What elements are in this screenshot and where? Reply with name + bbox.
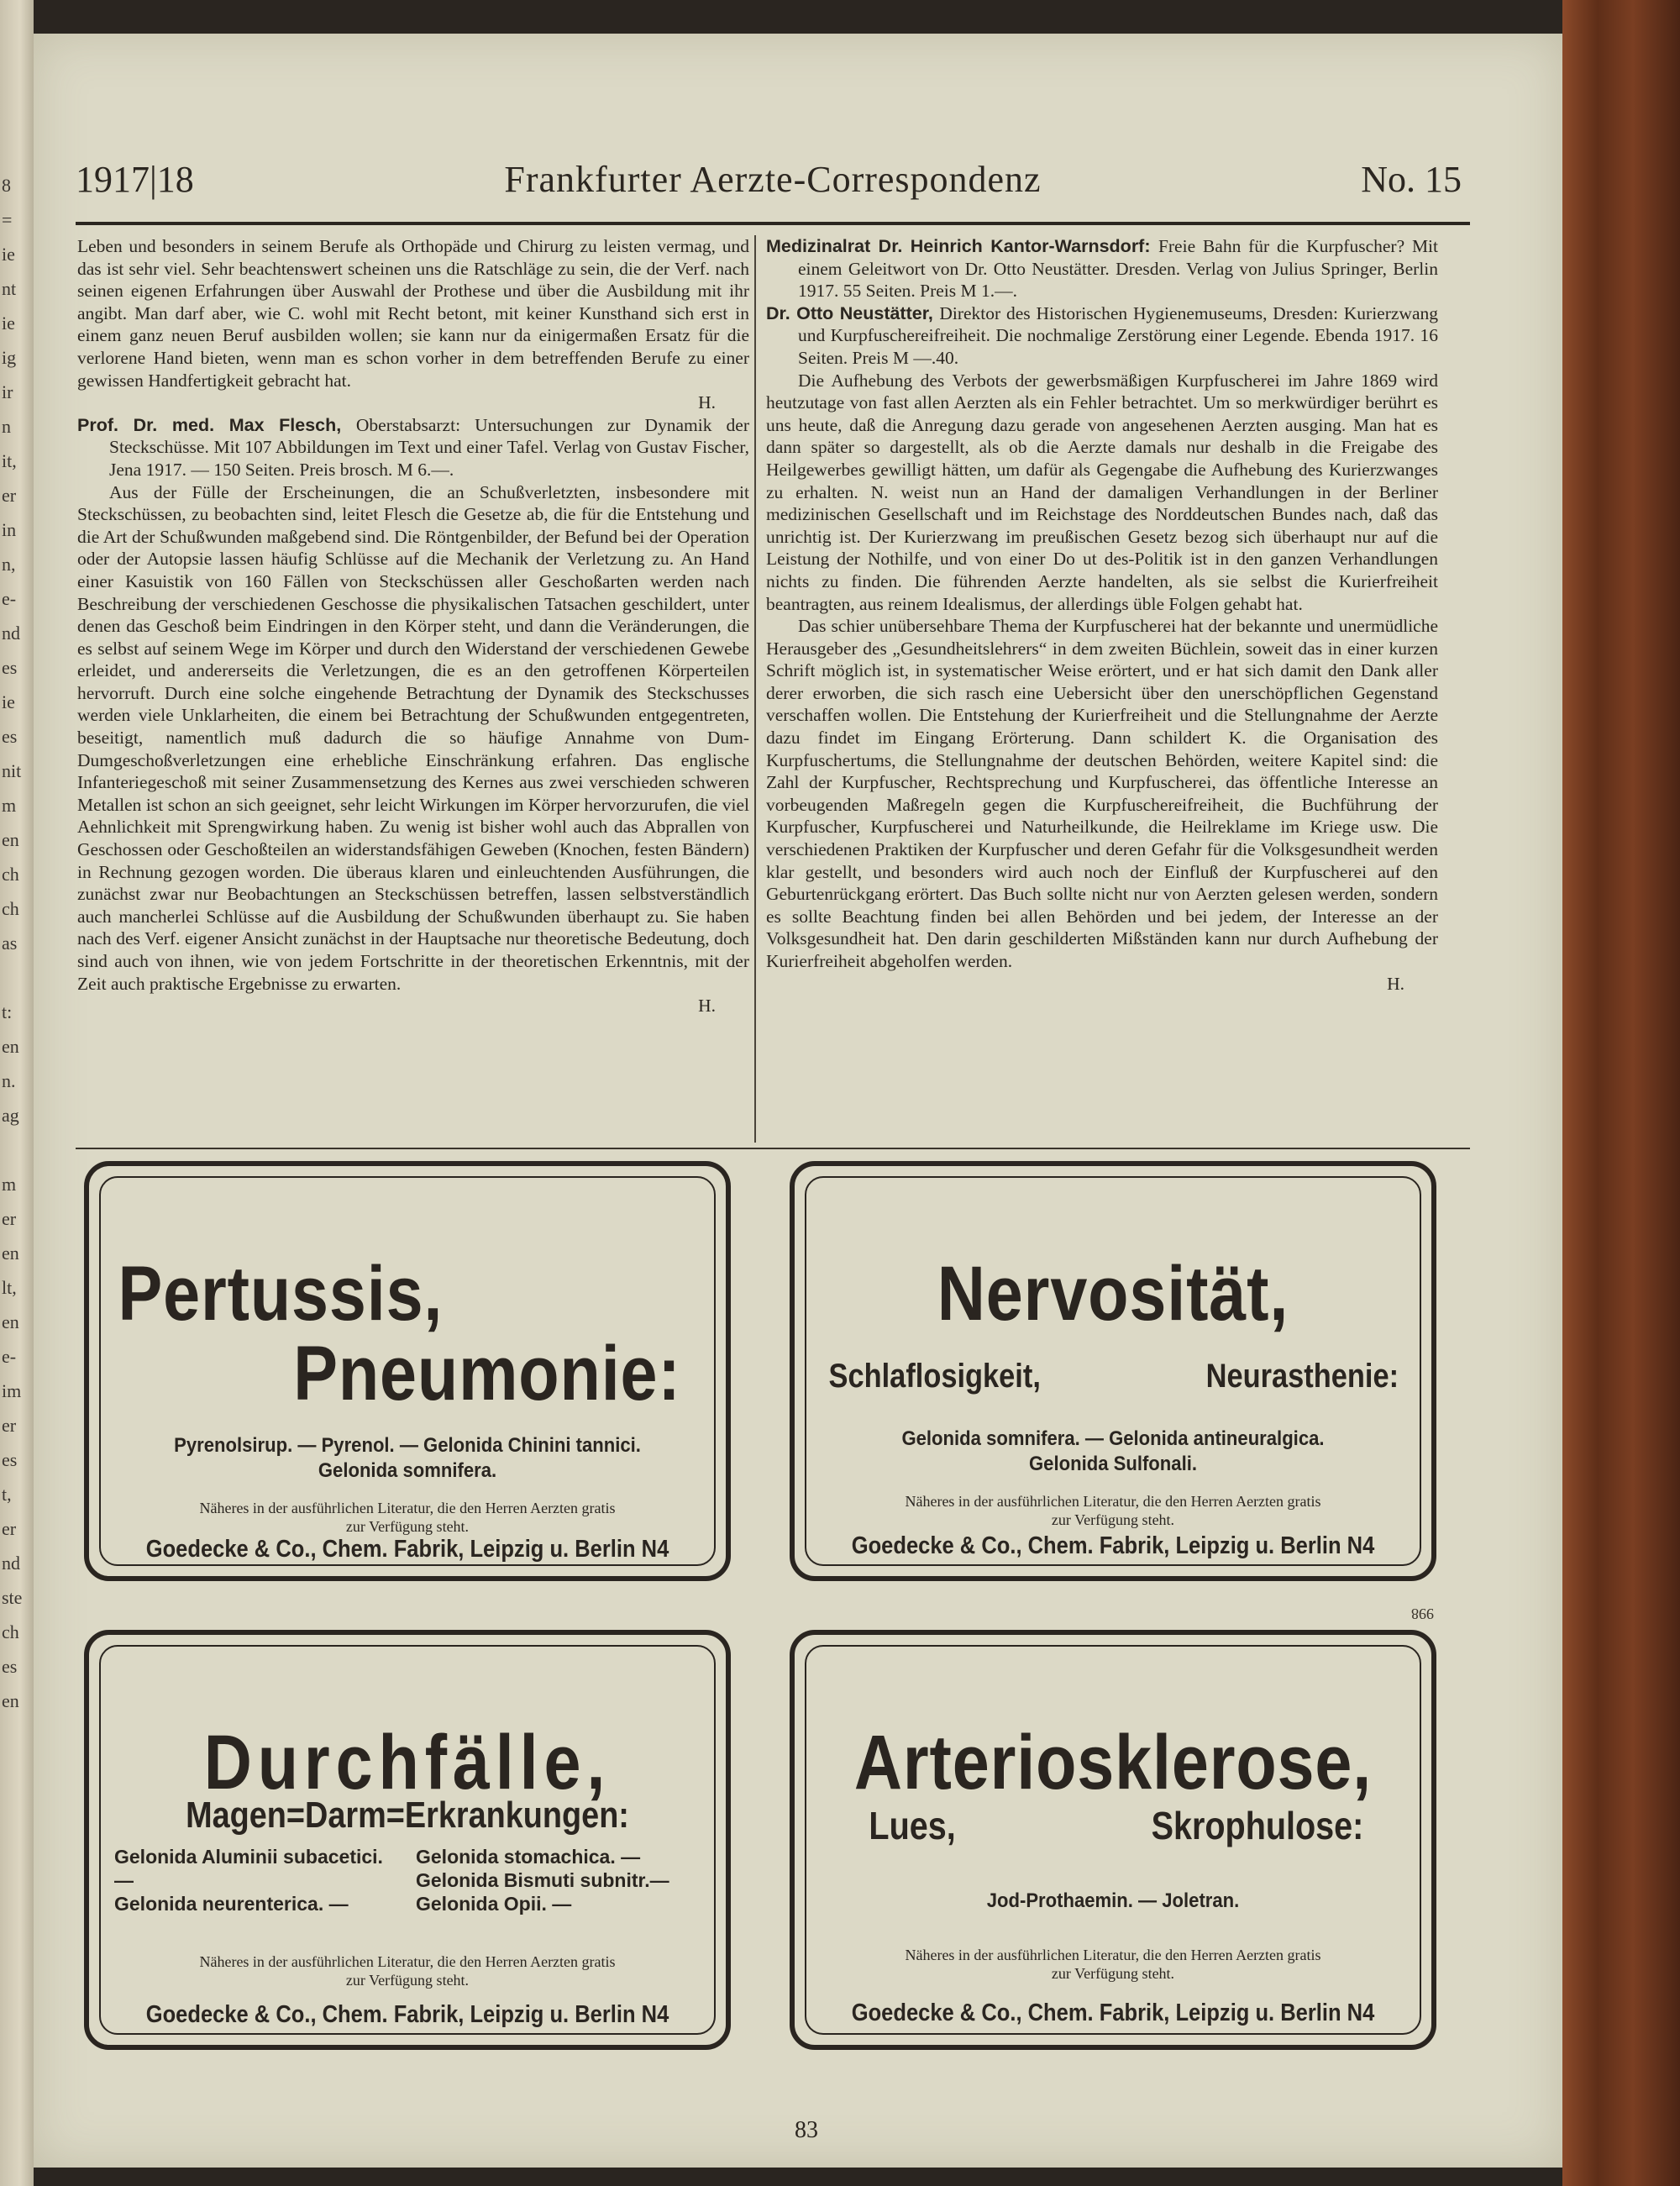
product-item: Gelonida neurenterica. — [114, 1893, 349, 1915]
page [34, 34, 1562, 2168]
review-paragraph: Leben und besonders in seinem Berufe als Orthopäde und Chirurg zu leisten vermag, und das ist sehr viel. Sehr beachtenswert scheinen uns die Ratschläge zu sein, die der Verf. nach seinen eigenen Erfahrungen über Auswahl der Prothese und über die Ausbildung mit ihr angibt. Man darf aber, wie C. wohl mit Recht betont, mit keiner Kunsthand sich erst in einem ganz neuen Beruf ausbilden wollen; sie kann nur da einigermaßen Ersatz für die verlorene Hand bieten, wenn man es schon vorher in dem betreffenden Berufe zu einer gewissen Handfertigkeit gebracht hat. [77, 236, 749, 391]
fragment-line: e- [2, 588, 17, 609]
review-paragraph: Das schier unübersehbare Thema der Kurpfuscherei hat der bekannte und unermüdliche Herausgeber des „Gesundheitslehrers“ in dem zweiten Büchlein, soweit das in einer kurzen Schrift möglich ist, in systematischer Weise erörtert, und er hat sich damit den Dank aller derer erworben, die sich rasch eine Uebersicht über den unerschöpflichen Gegenstand verschaffen wollen. Die Entstehung der Kurierfreiheit und die Stellungnahme der Aerzte dazu findet im Eingang Erörterung. Dann schildert K. die Organisation des Kurpfuschertums, die Stellungnahme der deutschen Behörden, weitere Kapitel sind: die Zahl der Kurpfuscher, Rechtsprechung und Kurpfuscherei, das öffentliche Interesse an vorbeugenden Maßregeln gegen die Kurpfuschereifreiheit, die Buchführung der Kurpfuscher, Kurpfuscherei und Naturheilkunde, die Heilreklame im Kriege usw. Die verschiedenen Praktiken der Kurpfuscher und deren Gefahr für die Volksgesundheit werden klar gestellt, und besonders wird auch noch der Einfluß der Kurpfuscherei auf den Geburtenrückgang erörtert. Das Buch sollte nicht nur von Aerzten gelesen werden, sondern es sollte Beachtung finden bei allen Behörden und bei jedem, der Interesse an der Volksgesundheit hat. Den darin geschilderten Mißständen kann nur durch Aufhebung der Kurierfreiheit abgeholfen werden. [766, 616, 1438, 971]
ad-subhead-left: Schlaflosigkeit, [828, 1358, 1041, 1395]
fragment-line: ch [2, 898, 19, 919]
ad-products: Jod-Prothaemin. — Joletran. [986, 1889, 1240, 1912]
citation-text: Freie Bahn für die Kurpfuscher? Mit einem Geleitwort von Dr. Otto Neustätter. Dresden. Verlag von Julius Springer, Berlin 1917. 55 Seiten. Preis M 1.—. [798, 236, 1439, 302]
ad-headline: Nervosität, [937, 1251, 1289, 1337]
product-item: Gelonida stomachica. — [416, 1846, 641, 1868]
ad-footer: Goedecke & Co., Chem. Fabrik, Leipzig u. Berlin N4 [145, 1536, 669, 1563]
ad-note-2: zur Verfügung steht. [345, 1972, 470, 1989]
fragment-line: es [2, 726, 18, 747]
fragment-line: nit [2, 760, 22, 781]
fragment-line [2, 960, 32, 995]
book-citation [766, 235, 1438, 302]
ad-note: Näheres in der ausführlichen Literatur, die den Herren Aerzten gratis [905, 1947, 1321, 1963]
ad-subhead: Magen=Darm=Erkrankungen: [186, 1795, 629, 1836]
ad-subhead-left: Lues, [869, 1804, 956, 1847]
fragment-line: nd [2, 623, 20, 644]
fragment-line: m [2, 795, 17, 816]
fragment-line: n [2, 416, 11, 437]
citation-text: Oberstabsarzt: Untersuchungen zur Dynamik der Steckschüsse. Mit 107 Abbildungen im Text und einer Tafel. Verlag von Gustav Fischer, Jena 1917. — 150 Seiten. Preis brosch. M 6.—. [109, 414, 749, 480]
fragment-line: t: [2, 1001, 13, 1022]
fragment-line: ch [2, 864, 19, 885]
ad-subhead-right: Skrophulose: [1151, 1804, 1364, 1847]
reviewer-signature: H. [1387, 973, 1404, 994]
ad-arteriosklerose [790, 1630, 1436, 2050]
fragment-line: er [2, 1518, 17, 1539]
fragment-line: er [2, 1208, 17, 1229]
product-list-left [114, 1845, 399, 1915]
fragment-line: ie [2, 313, 15, 334]
ad-pertussis [84, 1161, 731, 1581]
ad-note: Näheres in der ausführlichen Literatur, die den Herren Aerzten gratis [905, 1493, 1321, 1510]
ad-subhead-right: Neurasthenie: [1205, 1358, 1399, 1395]
text-bottom-rule [76, 1148, 1470, 1149]
fragment-line: en [2, 1311, 19, 1332]
fragment-line: ch [2, 1621, 19, 1642]
ad-note: Näheres in der ausführlichen Literatur, die den Herren Aerzten gratis [199, 1500, 616, 1516]
fragment-line: en [2, 829, 19, 850]
issue-number: No. 15 [1361, 159, 1462, 200]
journal-title: Frankfurter Aerzte-Correspondenz [504, 159, 1042, 200]
product-list-right [416, 1845, 701, 1915]
ad-note: Näheres in der ausführlichen Literatur, die den Herren Aerzten gratis [199, 1953, 616, 1970]
ad-headline-2: Pneumonie: [293, 1331, 681, 1416]
product-item: Gelonida Bismuti subnitr.— [416, 1869, 669, 1891]
book-citation [766, 302, 1438, 370]
fragment-line: en [2, 1243, 19, 1264]
fragment-line: nd [2, 1553, 20, 1574]
ad-note-2: zur Verfügung steht. [1051, 1965, 1175, 1982]
ad-products-2: Gelonida Sulfonali. [1029, 1453, 1197, 1475]
fragment-line: in [2, 519, 17, 540]
fragment-line: im [2, 1380, 22, 1401]
fragment-line: ie [2, 244, 15, 265]
ad-product-grid [114, 1845, 701, 1915]
page-number: 83 [795, 2117, 818, 2143]
fragment-line: ig [2, 347, 17, 368]
fragment-line: = [2, 209, 13, 230]
column-divider [754, 235, 756, 1143]
header-year: 1917|18 [76, 159, 194, 200]
fragment-line: it, [2, 450, 17, 471]
ad-note-2: zur Verfügung steht. [1051, 1511, 1175, 1528]
ad-durchfaelle [84, 1630, 731, 2050]
citation-author: Medizinalrat Dr. Heinrich Kantor-Warnsdorf: [766, 236, 1158, 256]
ad-products: Pyrenolsirup. — Pyrenol. — Gelonida Chinini tannici. [174, 1434, 641, 1457]
product-item: Gelonida Aluminii subacetici. — [114, 1846, 383, 1891]
ad-headline: Pertussis, [118, 1251, 444, 1337]
page-header [76, 134, 1470, 227]
ad-footer: Goedecke & Co., Chem. Fabrik, Leipzig u. Berlin N4 [145, 2001, 669, 2028]
fragment-line: ir [2, 381, 13, 402]
citation-author: Prof. Dr. med. Max Flesch, [77, 414, 356, 435]
ad-products: Gelonida somnifera. — Gelonida antineuralgica. [901, 1427, 1325, 1450]
reviewer-signature: H. [698, 996, 716, 1017]
ad-headline: Arteriosklerose, [853, 1720, 1373, 1805]
fragment-line: en [2, 1036, 19, 1057]
ad-headline: Durchfälle, [203, 1720, 612, 1805]
fragment-line: er [2, 1415, 17, 1436]
fragment-line: en [2, 1690, 19, 1711]
fragment-line: e- [2, 1346, 17, 1367]
ad-footer: Goedecke & Co., Chem. Fabrik, Leipzig u. Berlin N4 [851, 1532, 1375, 1559]
ad-note-2: zur Verfügung steht. [345, 1518, 470, 1535]
ad-nervositaet [790, 1161, 1436, 1581]
reviewer-signature: H. [698, 392, 716, 413]
citation-author: Dr. Otto Neustätter, [766, 302, 940, 323]
right-column [766, 235, 1438, 1143]
fragment-line: t, [2, 1484, 12, 1505]
left-column [77, 235, 749, 1143]
ad-footer: Goedecke & Co., Chem. Fabrik, Leipzig u. Berlin N4 [851, 1999, 1375, 2026]
fragment-line: er [2, 485, 17, 506]
fragment-line: ie [2, 691, 15, 712]
fragment-line: ste [2, 1587, 23, 1608]
ad-products-2: Gelonida somnifera. [318, 1459, 497, 1482]
fragment-line: 8 [2, 175, 11, 196]
margin-mark: 998 [1411, 1605, 1434, 1622]
fragment-line: n. [2, 1070, 16, 1091]
review-paragraph: Die Aufhebung des Verbots der gewerbsmäßigen Kurpfuscherei im Jahre 1869 wird heutzutage von fast allen Aerzten als ein Fehler betrachtet. Um so merkwürdiger berührt es uns heute, daß die Anregung dazu gerade von angesehenen Aerzten ausging. Man hat es dann später so dargestellt, als ob die Aerzte damals nur deshalb in die Freigabe des Heilgewerbes gewilligt hätten, um dafür als Gegengabe die Aufhebung des Kurierzwanges zu erhalten. N. weist nun an Hand der damaligen Verhandlungen in der Berliner medizinischen Gesellschaft und im Reichstage des Norddeutschen Bundes nach, daß das unrichtig ist. Der Kurierzwang im preußischen Gesetz bezog sich überhaupt nur auf die Leistung der Nothilfe, und von einer Do ut des-Politik ist in den ganzen Verhandlungen nichts zu finden. Die führenden Aerzte handelten, als sie selbst die Kurierfreiheit beantragten, aus reinem Idealismus, der allerdings üble Folgen gehabt hat. [766, 370, 1438, 614]
fragment-line: as [2, 933, 18, 954]
fragment-line: es [2, 1656, 18, 1677]
fragment-line: n, [2, 554, 16, 575]
review-paragraph: Aus der Fülle der Erscheinungen, die an Schußverletzten, insbesondere mit Steckschüssen, zu beobachten sind, leitet Flesch die Gesetze ab, die für die Entstehung und die Art der Schußwunden maßgebend sind. Die Röntgenbilder, der Befund bei der Operation oder der Autopsie lassen häufig Schlüsse auf die Mechanik der Verletzung zu. An Hand einer Kasuistik von 160 Fällen von Steckschüssen aller Geschoßarten werden nach Beschreibung der verschiedenen Geschosse die physikalischen Tatsachen geschildert, unter denen das Geschoß beim Eindringen in den Körper steht, und dann die Veränderungen, die es selbst auf seinem Wege im Körper und durch den Widerstand der verschiedenen Gewebe erleidet, und andererseits die Verletzungen, die es an den getroffenen Körperteilen hervorruft. Durch eine solche eingehende Betrachtung der Dynamik des Steckschusses werden viele Unklarheiten, die einem bei Betrachtung der Schußwunden entgegentreten, beseitigt, namentlich muß dadurch die so häufige Annahme von Dum-Dumgeschoßverletzungen eine erhebliche Einschränkung erfahren. Das englische Infanteriegeschoß mit seiner Zusammensetzung des Kernes aus zwei verschieden schweren Metallen ist schon an sich geeignet, sehr leicht Wirkungen im Körper hervorzurufen, die viel Aehnlichkeit mit Sprengwirkung haben. Zu wenig ist bisher wohl auch das Abprallen von Geschossen oder Geschoßteilen an widerstandsfähigen Geweben (Knochen, festen Bändern) in Rechnung gezogen worden. Die überaus klaren und einleuchtenden Ausführungen, die zunächst zwar nur Beobachtungen an Steckschüssen betreffen, lassen selbstverständlich auch mancherlei Schlüsse auf die Ausbildung der Schußwunden überhaupt zu. Sie haben nach des Verf. eigener Ansicht zunächst in der Hauptsache nur theoretische Bedeutung, doch sind auch von ihnen, wie von jedem Fortschritte in der theoretischen Erkenntnis, mit der Zeit auch praktische Ergebnisse zu erwarten. [77, 481, 749, 994]
product-item: Gelonida Opii. — [416, 1893, 572, 1915]
fragment-line: es [2, 657, 18, 678]
citation-text: Direktor des Historischen Hygienemuseums, Dresden: Kurierzwang und Kurpfuschereifreiheit. Die nochmalige Zerstörung einer Legende. Ebenda 1917. 16 Seiten. Preis M —.40. [798, 302, 1438, 368]
fragment-line: es [2, 1449, 18, 1470]
fragment-line: m [2, 1174, 17, 1195]
fragment-line: ag [2, 1105, 19, 1126]
fragment-line: lt, [2, 1277, 17, 1298]
book-citation [77, 414, 749, 481]
book-edge-left [0, 0, 34, 2186]
header-rule [76, 222, 1470, 225]
fragment-line: nt [2, 278, 17, 299]
fragment-line [2, 1132, 32, 1167]
adjacent-page-fragment [2, 168, 32, 1718]
book-block-right [1562, 0, 1680, 2186]
